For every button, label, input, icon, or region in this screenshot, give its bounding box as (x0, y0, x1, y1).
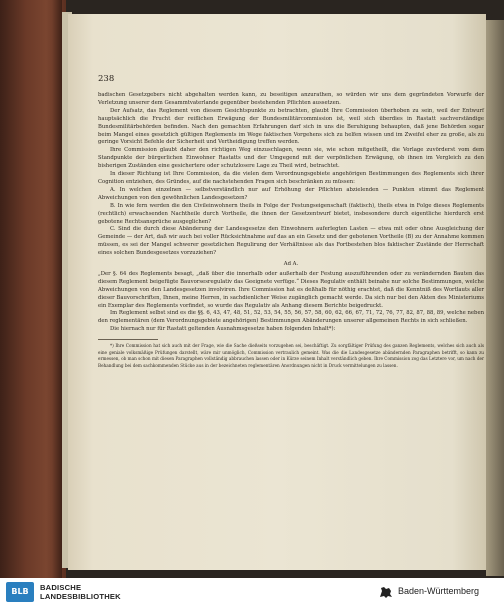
section-heading: Ad A. (283, 261, 299, 268)
footnote-divider (98, 339, 158, 340)
library-name (40, 583, 121, 601)
book-page (68, 14, 486, 570)
page-right-edge (486, 20, 504, 576)
library-footer (0, 578, 504, 606)
paragraph: B. In wie fern werden die den Civileinwohnern theils in Folge der Festungseigenschaft (faktisch), theils etwa in Folge dieses Reglements (rechtlich) erwachsenden Nachtheile durch Vortheile, die ihnen der Gesetzentwurf bietet, insbesondere durch eigentliche hierdurch erst gebotene Rechtsansprüche ausgeglichen? (98, 202, 484, 225)
paragraph: Im Reglement selbst sind es die §§. 6, 43, 47, 48, 51, 52, 53, 54, 55, 56, 57, 58, 60, 62, 66, 67, 71, 72, 76, 77, 82, 87, 88, 89, welche neben den reglementären (dem Verordnungsgebiete angehörigen) Bestimmungen Abänderungen unserer allgemeinen Rechts in sich schließen. (98, 310, 484, 325)
paragraph: Die hiernach nur für Rastatt geltenden Ausnahmsgesetze haben folgenden Inhalt*): (110, 326, 336, 333)
paragraph: Ihre Commission glaubt daher den richtigen Weg einzuschlagen, wenn sie, wie schon mitgetheilt, die Vorlage zuvörderst vom dem Standpunkte der bürgerlichen Einwohner Rastatts und der Umgegend mit der verpönlichen Erwägung, ob ihnen im Vergleich zu den bisherigen Zuständen eine gesichertere oder schutzlosere Lage zu Theil wird, betrachtet. (98, 147, 484, 170)
paragraph: A. In welchen einzelnen — selbstverständlich nur auf Erhöhung der Pflichten abzielenden — Punkten stimmt das Reglement Abweichungen von den gewöhnlichen Landesgesetzen? (98, 186, 484, 201)
paragraph: In dieser Richtung ist Ihre Commission, da die vielen dem Verordnungsgebiete angehörigen Bestimmungen des Reglements sich ihrer Cognition entziehen, des Gründes, auf die nachstehenden Fragen sich beschränken zu müssen: (98, 171, 484, 185)
library-name-line1: BADISCHE (40, 583, 82, 592)
blb-logo-icon: BLB (6, 582, 34, 602)
footnote: *) Ihre Commission hat sich auch mit der Frage, wie die Sache dießseits vorzugehen sei, beschäftigt. Zu sorgfältiger Prüfung des ganzen Reglements, welches sich auch als eine geniale volksmäßige Prüfungen darstellt, wäre mir unmöglich, Commission vertraulich gemeint. Was die die Landesgesetze abändernden Paragraphen betrifft, so kann zu ermessen, ob man schon mit diesen Paragraphen vollständig abbrauchen lassen oder in Kürze seinem Inhalt verständlich geben. Ihre Commission zog das Letztere vor, um nach der Behandlung bei dem sachkommenden Stücke aus in der bezeichneten reglementären Anordnungen nicht in Druck vermittelungen zu lassen. (98, 343, 484, 368)
library-name-line2: LANDESBIBLIOTHEK (40, 592, 121, 601)
book-cover-left (0, 0, 66, 578)
paragraph: Der Aufsatz, das Reglement von diesem Gesichtspunkte zu betrachten, glaubt Ihre Commission überhoben zu sein, weil der Entwurf hauptsächlich die Frucht der reiflichen Erwägung der Bundesmilitärcommission ist, weil sich überdies in Rastatt sachverständige Bundesmilitärbehörden befinden. Nach den gemachten Erfahrungen darf sich in uns die Beruhigung behaupten, daß jene Behörden sogar beim Mangel eines gesetzlich gültigen Reglements im Wege faktischen Vorgehens sich zu helfen wissen und im Zweifel eher zu große, als zu geringe Vorsicht Befehle der Sicherheit und Vertheidigung treffen werden. (98, 107, 484, 146)
paragraph: „Der §. 64 des Reglements besagt, „daß über die innerhalb oder außerhalb der Festung auszuführenden oder zu verändernden Bauten das diesem Reglement beigefügte Bauvorsesregulativ das Geeignete verfüge.“ Dieses Regulativ enthält beinahe nur solche Bestimmungen, welche Abweichungen von den Landesgesetzen involviren. Ihre Commission hat es deßhalb für nöthig erachtet, daß die Kenntniß des Wortlauts aller dieser Bauvorschriften, Ihnen, meine Herren, in sachdienlicher Weise zugänglich gemacht werde. Da sich nur bei den Akten des Ministeriums ein Exemplar des Reglements vorfindet, so wurde das Regulativ als Anhang diesem Berichte beigedruckt. (98, 270, 484, 309)
page-number: 238 (98, 74, 115, 84)
state-name: Baden-Württemberg (398, 586, 480, 596)
page-body (98, 92, 484, 369)
baden-wuerttemberg-lion-icon (378, 585, 394, 599)
paragraph: C. Sind die durch diese Abänderung der Landesgesetze den Einwohnern auferlegten Lasten — etwa mit oder ohne Ausgleichung der Gemeinde — der Art, daß wir auch bei voller Rücksichtnahme auf das an ein Gesetz und der gebotenen Vortheile (B) zu der Annahme kommen müssen, es sei der Mangel schwerer gesetzlichen Regulirung der Verhältnisse als das Fortbestehen blos faktischer Zustände der Herrschaft eines solchen Bundesgesetzes vorzuziehen? (98, 226, 484, 257)
paragraph: badischen Gesetzgebers nicht abgehalten werden kann, zu beseitigen anzurathen, so würden wir uns dem gegründeten Vorwurfe der Verletzung unserer dem Gesammtvaterlande gegenüber bestehenden Pflichten aussetzen. (98, 92, 484, 106)
